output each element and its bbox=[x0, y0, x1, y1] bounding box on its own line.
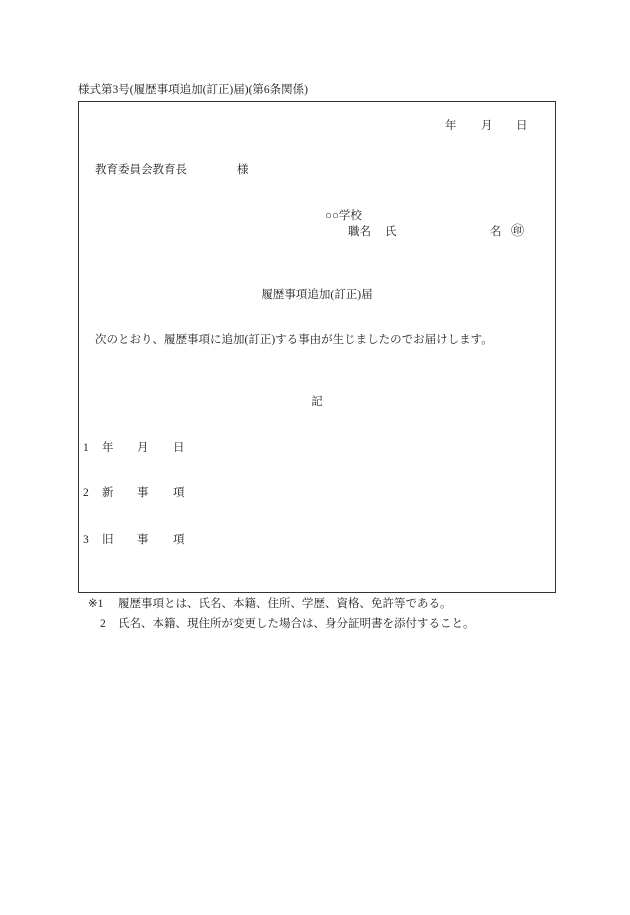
item-number: 2 bbox=[83, 487, 89, 499]
sender-school: ○○学校 bbox=[325, 210, 362, 222]
date-month-label: 月 bbox=[481, 120, 493, 132]
sender-position-label: 職名 bbox=[348, 226, 371, 238]
item-label: 事 bbox=[137, 487, 149, 499]
item-label: 新 bbox=[102, 487, 114, 499]
note-text: 履歴事項とは、氏名、本籍、住所、学歴、資格、免許等である。 bbox=[118, 598, 452, 610]
item-label: 項 bbox=[173, 487, 185, 499]
date-day-label: 日 bbox=[516, 120, 528, 132]
item-label: 月 bbox=[137, 442, 149, 454]
sender-given-label: 名 bbox=[490, 226, 502, 238]
note-mark: ※1 bbox=[88, 598, 104, 610]
ki-heading: 記 bbox=[311, 396, 323, 408]
item-label: 項 bbox=[173, 534, 185, 546]
body-text: 次のとおり、履歴事項に追加(訂正)する事由が生じましたのでお届けします。 bbox=[95, 334, 493, 346]
form-number-label: 様式第3号(履歴事項追加(訂正)届)(第6条関係) bbox=[78, 84, 308, 96]
item-label: 日 bbox=[173, 442, 185, 454]
document-title: 履歴事項追加(訂正)届 bbox=[261, 289, 373, 301]
addressee-name: 教育委員会教育長 bbox=[95, 164, 187, 176]
note-text: 氏名、本籍、現住所が変更した場合は、身分証明書を添付すること。 bbox=[118, 618, 475, 630]
note-mark: 2 bbox=[100, 618, 106, 630]
item-number: 1 bbox=[83, 442, 89, 454]
addressee-honorific: 様 bbox=[237, 164, 249, 176]
sender-surname-label: 氏 bbox=[385, 226, 397, 238]
seal-icon: ㊞ bbox=[511, 223, 525, 238]
item-label: 事 bbox=[137, 534, 149, 546]
item-label: 旧 bbox=[102, 534, 114, 546]
date-year-label: 年 bbox=[445, 120, 457, 132]
item-label: 年 bbox=[102, 442, 114, 454]
item-number: 3 bbox=[83, 534, 89, 546]
